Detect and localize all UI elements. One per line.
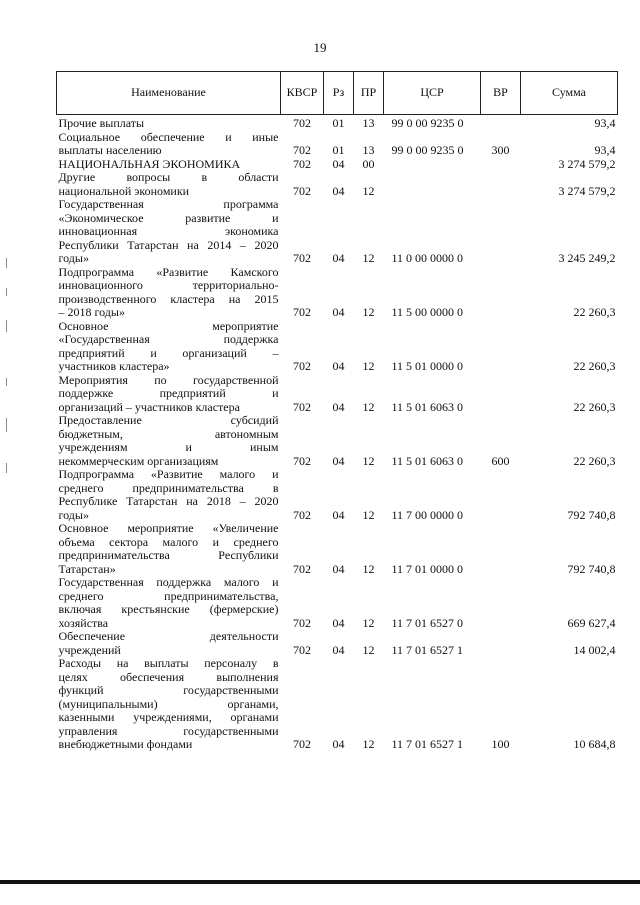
- row-pr: 12: [362, 642, 375, 657]
- row-sum: 22 260,3: [573, 453, 616, 468]
- row-name-line: учреждений: [58, 642, 121, 657]
- row-csr: 11 5 01 6063 0: [391, 453, 464, 468]
- row-name-line: Государственная программа: [58, 197, 279, 211]
- row-vr: [481, 198, 521, 266]
- row-rz: 04: [332, 453, 345, 468]
- row-kvsr: 702: [293, 305, 311, 319]
- table-header: [57, 72, 618, 115]
- row-kvsr: 702: [293, 642, 311, 657]
- row-pr: 12: [362, 183, 375, 198]
- row-name-line: участников кластера»: [58, 359, 170, 373]
- row-vr: [481, 266, 521, 320]
- row-sum: 792 740,8: [567, 561, 616, 576]
- row-name-line: функций государственными: [58, 683, 279, 697]
- row-name-line: поддержке предприятий и: [58, 386, 279, 400]
- row-name-line: среднего предпринимательства в: [58, 480, 279, 495]
- row-name-line: внебюджетными фондами: [58, 737, 193, 751]
- row-name-line: инновационная экономика: [58, 224, 279, 238]
- row-name-line: хозяйства: [58, 615, 109, 630]
- header-name: Наименование: [57, 72, 281, 115]
- row-rz: 04: [332, 251, 345, 265]
- row-name-line: Обеспечение деятельности: [58, 629, 279, 643]
- table-row: [57, 115, 618, 131]
- row-rz: 01: [332, 143, 345, 157]
- row-name-line: Республики Татарстан на 2014 – 2020: [58, 237, 279, 252]
- row-sum: 22 260,3: [573, 305, 616, 319]
- header-sum: Сумма: [521, 72, 618, 115]
- row-name-line: годы»: [58, 251, 89, 265]
- table-row: [57, 630, 618, 657]
- row-csr: 99 0 00 9235 0: [391, 143, 464, 157]
- row-name-line: годы»: [58, 507, 89, 522]
- row-vr: 600: [491, 453, 510, 468]
- row-name: [57, 266, 281, 320]
- row-csr: 11 7 01 6527 1: [391, 642, 464, 657]
- row-pr: 13: [362, 116, 375, 130]
- page-number: 19: [313, 40, 327, 55]
- row-name: [57, 522, 281, 576]
- row-name: [57, 630, 281, 657]
- row-kvsr: 702: [293, 737, 311, 751]
- row-name-line: Предоставление субсидий: [58, 413, 279, 427]
- row-sum: 669 627,4: [567, 615, 616, 630]
- row-name-line: НАЦИОНАЛЬНАЯ ЭКОНОМИКА: [58, 156, 241, 171]
- row-name-line: учреждениям и иным: [58, 440, 279, 454]
- row-name-line: Мероприятия по государственной: [58, 372, 279, 387]
- row-name-line: Подпрограмма «Развитие Камского: [58, 264, 279, 279]
- row-name: [57, 115, 281, 131]
- table-body: [57, 115, 618, 752]
- row-name: [57, 374, 281, 415]
- row-pr: 12: [362, 359, 375, 373]
- row-pr: 12: [362, 251, 375, 265]
- table-row: [57, 131, 618, 158]
- row-name-line: Татарстан»: [58, 561, 116, 576]
- row-name-line: Основное мероприятие: [58, 318, 279, 333]
- header-kvsr: КВСР: [281, 72, 324, 115]
- table-row: [57, 522, 618, 576]
- row-name: [57, 198, 281, 266]
- row-kvsr: 702: [293, 561, 311, 576]
- row-csr: 11 7 01 6527 1: [391, 737, 464, 751]
- row-pr: 12: [362, 305, 375, 319]
- row-kvsr: 702: [293, 507, 311, 522]
- row-name-line: организаций – участников кластера: [58, 399, 240, 414]
- row-kvsr: 702: [293, 251, 311, 265]
- header-pr: ПР: [354, 72, 384, 115]
- row-csr: 11 7 01 6527 0: [391, 615, 464, 630]
- row-sum: 10 684,8: [573, 737, 616, 751]
- header-vr: ВР: [481, 72, 521, 115]
- row-name-line: Прочие выплаты: [58, 116, 145, 130]
- row-name-line: среднего предпринимательства,: [58, 588, 279, 603]
- row-name-line: бюджетным, автономным: [58, 426, 279, 441]
- row-sum: 14 002,4: [573, 642, 616, 657]
- row-name-line: предприятий и организаций –: [58, 345, 279, 360]
- row-name-line: инновационного территориально-: [58, 278, 279, 292]
- row-vr: [481, 158, 521, 172]
- row-pr: 12: [362, 399, 375, 414]
- row-pr: 13: [362, 143, 375, 157]
- row-rz: 04: [332, 642, 345, 657]
- row-name: [57, 414, 281, 468]
- row-sum: 93,4: [594, 116, 616, 130]
- row-csr: [384, 171, 481, 198]
- row-name-line: казенными учреждениями, органами: [58, 710, 279, 724]
- row-name-line: Государственная поддержка малого и: [58, 575, 279, 589]
- row-vr: [481, 320, 521, 374]
- table-row: [57, 576, 618, 630]
- table-row: [57, 374, 618, 415]
- row-pr: 12: [362, 507, 375, 522]
- row-kvsr: 702: [293, 399, 311, 414]
- row-name: [57, 131, 281, 158]
- row-rz: 01: [332, 116, 345, 130]
- row-vr: [481, 374, 521, 415]
- row-vr: [481, 468, 521, 522]
- table-row: [57, 171, 618, 198]
- header-rz: Рз: [324, 72, 354, 115]
- row-rz: 04: [332, 183, 345, 198]
- row-vr: 100: [491, 737, 510, 751]
- row-csr: [384, 158, 481, 172]
- budget-table: [56, 71, 618, 752]
- row-name-line: Социальное обеспечение и иные: [58, 129, 279, 144]
- row-pr: 12: [362, 453, 375, 468]
- row-csr: 11 5 01 0000 0: [391, 359, 464, 373]
- row-sum: 22 260,3: [573, 359, 616, 373]
- row-kvsr: 702: [293, 143, 311, 157]
- row-name: [57, 468, 281, 522]
- row-name-line: «Экономическое развитие и: [58, 210, 279, 225]
- table-row: [57, 414, 618, 468]
- row-csr: 11 5 01 6063 0: [391, 399, 464, 414]
- row-name-line: Другие вопросы в области: [58, 170, 279, 184]
- row-name: [57, 320, 281, 374]
- row-kvsr: 702: [293, 453, 311, 468]
- row-kvsr: 702: [293, 156, 311, 171]
- row-csr: 11 7 01 0000 0: [391, 561, 464, 576]
- row-name-line: Расходы на выплаты персоналу в: [58, 656, 279, 670]
- row-vr: [481, 115, 521, 131]
- row-kvsr: 702: [293, 116, 311, 130]
- row-rz: 04: [332, 507, 345, 522]
- row-csr: 11 0 00 0000 0: [391, 251, 464, 265]
- row-csr: 11 5 00 0000 0: [391, 305, 464, 319]
- row-kvsr: 702: [293, 183, 311, 198]
- row-rz: 04: [332, 561, 345, 576]
- row-rz: 04: [332, 305, 345, 319]
- row-name-line: выплаты населению: [58, 143, 162, 157]
- row-rz: 04: [332, 156, 345, 171]
- row-vr: [481, 630, 521, 657]
- row-name: [57, 657, 281, 752]
- row-name-line: Подпрограмма «Развитие малого и: [58, 467, 279, 481]
- row-sum: 3 274 579,2: [558, 183, 616, 198]
- row-name: [57, 171, 281, 198]
- table-row: [57, 198, 618, 266]
- scan-border: [0, 880, 640, 884]
- row-rz: 04: [332, 399, 345, 414]
- row-name-line: производственного кластера на 2015: [58, 291, 279, 306]
- row-csr: 99 0 00 9235 0: [391, 116, 464, 130]
- row-name-line: предпринимательства Республики: [58, 548, 279, 562]
- row-sum: 22 260,3: [573, 399, 616, 414]
- table-row: [57, 158, 618, 172]
- row-sum: 93,4: [594, 143, 616, 157]
- row-sum: 792 740,8: [567, 507, 616, 522]
- row-csr: 11 7 00 0000 0: [391, 507, 464, 522]
- row-name-line: – 2018 годы»: [58, 305, 125, 319]
- row-vr: [481, 522, 521, 576]
- row-pr: 00: [362, 156, 375, 171]
- row-vr: [481, 576, 521, 630]
- row-vr: 300: [491, 143, 510, 157]
- table-row: [57, 468, 618, 522]
- row-rz: 04: [332, 615, 345, 630]
- row-name-line: национальной экономики: [58, 183, 190, 198]
- row-kvsr: 702: [293, 615, 311, 630]
- row-pr: 12: [362, 615, 375, 630]
- row-kvsr: 702: [293, 359, 311, 373]
- table-row: [57, 266, 618, 320]
- row-sum: 3 274 579,2: [558, 156, 616, 171]
- row-name-line: (муниципальными) органами,: [58, 696, 279, 711]
- row-rz: 04: [332, 359, 345, 373]
- row-name-line: Основное мероприятие «Увеличение: [58, 521, 279, 535]
- row-name-line: «Государственная поддержка: [58, 332, 279, 346]
- row-sum: 3 245 249,2: [558, 251, 616, 265]
- table-row: [57, 657, 618, 752]
- table-row: [57, 320, 618, 374]
- header-csr: ЦСР: [384, 72, 481, 115]
- margin-marks: [6, 258, 8, 478]
- row-name: [57, 158, 281, 172]
- row-name: [57, 576, 281, 630]
- row-name-line: некоммерческим организациям: [58, 453, 219, 468]
- row-pr: 12: [362, 561, 375, 576]
- row-name-line: объема сектора малого и среднего: [58, 534, 279, 549]
- row-pr: 12: [362, 737, 375, 751]
- row-name-line: включая крестьянские (фермерские): [58, 602, 279, 616]
- row-name-line: Республике Татарстан на 2018 – 2020: [58, 494, 279, 508]
- row-name-line: управления государственными: [58, 723, 279, 738]
- row-name-line: целях обеспечения выполнения: [58, 669, 279, 684]
- row-rz: 04: [332, 737, 345, 751]
- row-vr: [481, 171, 521, 198]
